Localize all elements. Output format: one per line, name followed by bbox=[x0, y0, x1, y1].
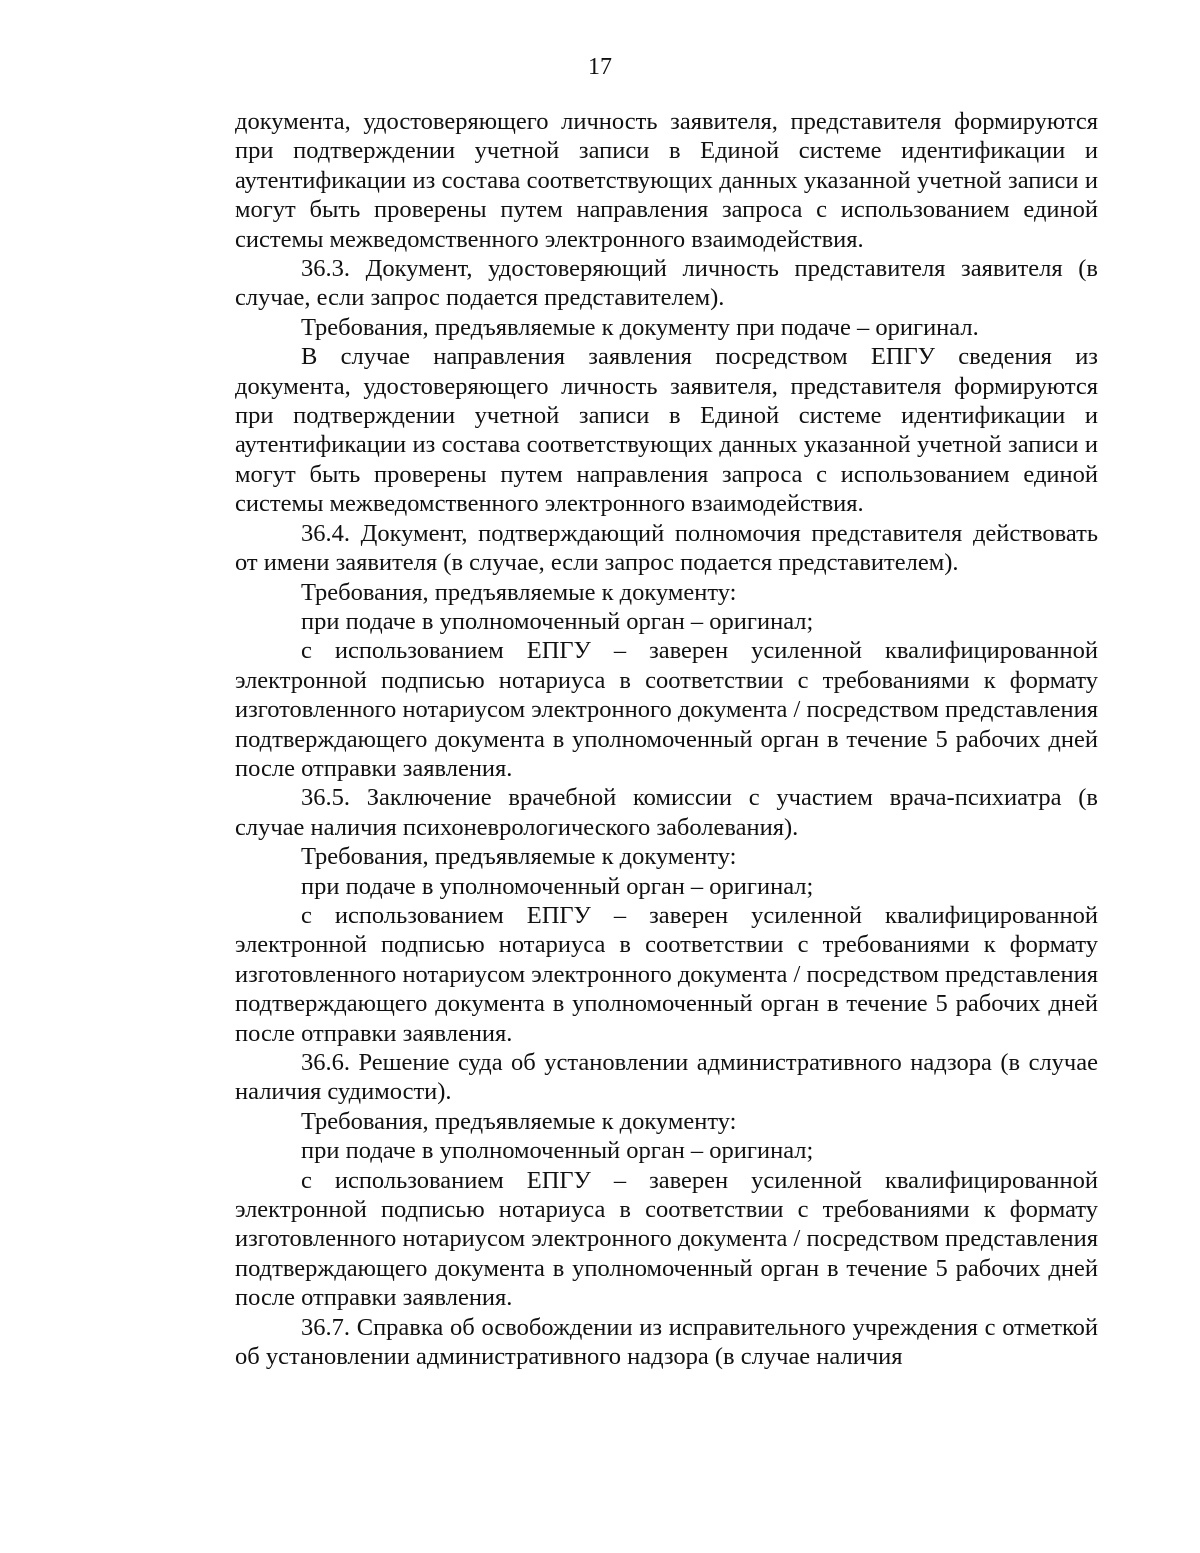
paragraph: Требования, предъявляемые к документу: bbox=[301, 843, 737, 871]
paragraph: при подаче в уполномоченный орган – оригинал; bbox=[301, 872, 814, 900]
paragraph: 36.6. Решение суда об установлении административного надзора (в случае наличия судимости). bbox=[235, 1049, 1098, 1106]
paragraph: 36.5. Заключение врачебной комиссии с участием врача-психиатра (в случае наличия психоневрологического заболевания). bbox=[235, 784, 1098, 841]
paragraph: с использованием ЕПГУ – заверен усиленной квалифицированной электронной подписью нотариуса в соответствии с требованиями к формату изготовленного нотариусом электронного документа / посредством представления подтверждающего документа в уполномоченный орган в течение 5 рабочих дней после отправки заявления. bbox=[235, 1166, 1098, 1312]
paragraph: 36.7. Справка об освобождении из исправительного учреждения с отметкой об установлении административного надзора (в случае наличия bbox=[235, 1313, 1098, 1371]
paragraph: Требования, предъявляемые к документу: bbox=[301, 578, 737, 606]
document-body bbox=[235, 107, 1098, 1371]
paragraph: 36.3. Документ, удостоверяющий личность представителя заявителя (в случае, если запрос подается представителем). bbox=[235, 255, 1098, 312]
paragraph: при подаче в уполномоченный орган – оригинал; bbox=[301, 1137, 814, 1165]
page-number: 17 bbox=[588, 54, 612, 80]
paragraph: В случае направления заявления посредством ЕПГУ сведения из документа, удостоверяющего личность заявителя, представителя формируются при подтверждении учетной записи в Единой системе идентификации и аутентификации из состава соответствующих данных указанной учетной записи и могут быть проверены путем направления запроса с использованием единой системы межведомственного электронного взаимодействия. bbox=[235, 343, 1098, 518]
paragraph: документа, удостоверяющего личность заявителя, представителя формируются при подтверждении учетной записи в Единой системе идентификации и аутентификации из состава соответствующих данных указанной учетной записи и могут быть проверены путем направления запроса с использованием единой системы межведомственного электронного взаимодействия. bbox=[235, 108, 1098, 253]
paragraph: 36.4. Документ, подтверждающий полномочия представителя действовать от имени заявителя (в случае, если запрос подается представителем). bbox=[235, 519, 1098, 577]
paragraph: Требования, предъявляемые к документу: bbox=[301, 1107, 737, 1135]
paragraph: с использованием ЕПГУ – заверен усиленной квалифицированной электронной подписью нотариуса в соответствии с требованиями к формату изготовленного нотариусом электронного документа / посредством представления подтверждающего документа в уполномоченный орган в течение 5 рабочих дней после отправки заявления. bbox=[235, 637, 1098, 782]
paragraph: при подаче в уполномоченный орган – оригинал; bbox=[301, 607, 814, 635]
paragraph: Требования, предъявляемые к документу при подаче – оригинал. bbox=[301, 313, 979, 341]
paragraph: с использованием ЕПГУ – заверен усиленной квалифицированной электронной подписью нотариуса в соответствии с требованиями к формату изготовленного нотариусом электронного документа / посредством представления подтверждающего документа в уполномоченный орган в течение 5 рабочих дней после отправки заявления. bbox=[235, 901, 1098, 1047]
